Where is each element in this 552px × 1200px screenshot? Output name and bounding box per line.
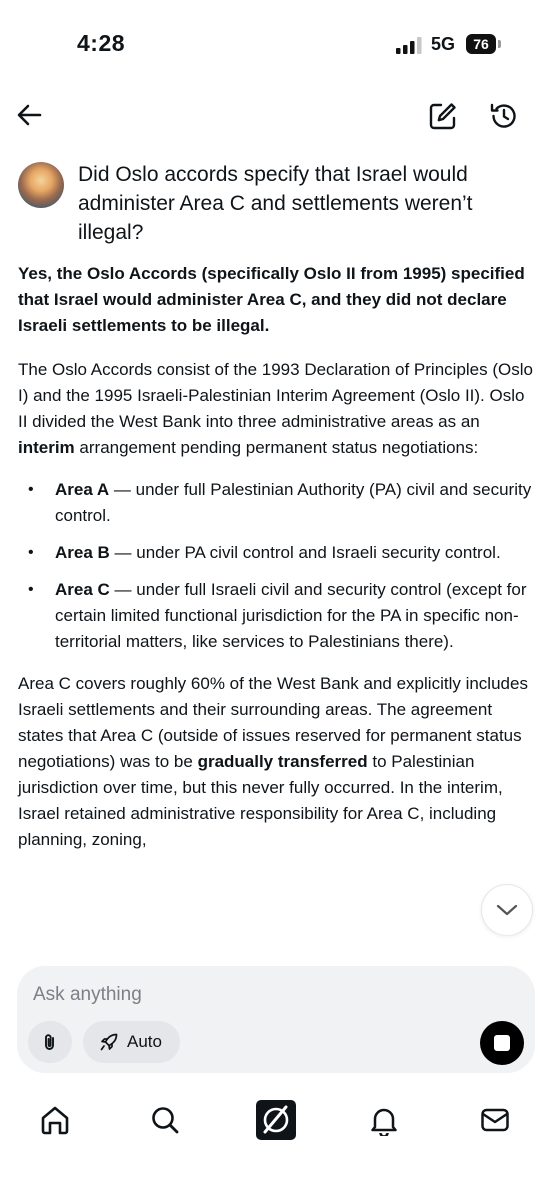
assistant-response	[18, 261, 534, 869]
home-icon	[39, 1104, 71, 1136]
list-item-text: — under full Israeli civil and security control (except for certain limited functional jurisdiction for the PA in specific non-territorial matters, like services to Palestinians there).	[55, 580, 527, 651]
attach-button[interactable]	[28, 1021, 72, 1063]
paragraph-emphasis: gradually transferred	[197, 752, 368, 771]
paragraph-emphasis: interim	[18, 438, 75, 457]
composer	[17, 966, 535, 1073]
list-item	[18, 540, 534, 566]
list-item-text: — under PA civil control and Israeli security control.	[109, 543, 501, 562]
cellular-signal-icon	[396, 37, 422, 54]
scroll-down-button[interactable]	[481, 884, 533, 936]
response-paragraph-1	[18, 357, 534, 461]
response-paragraph-2	[18, 671, 534, 853]
paragraph-text: The Oslo Accords consist of the 1993 Declaration of Principles (Oslo I) and the 1995 Israeli-Palestinian Interim Agreement (Oslo II). Oslo II divided the West Bank into three administrative areas as an	[18, 360, 533, 431]
areas-list	[18, 477, 534, 655]
compose-icon[interactable]	[427, 100, 459, 132]
tab-grok[interactable]	[254, 1098, 298, 1142]
stop-button[interactable]	[480, 1021, 524, 1065]
status-bar	[0, 0, 552, 90]
mode-selector-button[interactable]	[83, 1021, 180, 1063]
rocket-icon	[99, 1032, 119, 1052]
stop-icon	[494, 1035, 510, 1051]
list-item-term: Area A	[55, 480, 110, 499]
notifications-icon	[368, 1104, 400, 1136]
list-item	[18, 577, 534, 655]
arrow-left-icon[interactable]	[14, 99, 46, 131]
tab-search[interactable]	[145, 1100, 185, 1140]
bottom-tab-bar	[0, 1090, 552, 1150]
grok-icon	[256, 1100, 296, 1140]
history-icon[interactable]	[488, 100, 520, 132]
tab-messages[interactable]	[475, 1100, 515, 1140]
paragraph-text: to Palestinian jurisdiction over time, but this never fully occurred. In the interim, Israel retained administrative responsibility for Area C, including planning, zoning,	[18, 752, 503, 849]
paperclip-icon	[40, 1032, 60, 1052]
mode-label: Auto	[127, 1032, 162, 1051]
tab-notifications[interactable]	[364, 1100, 404, 1140]
paragraph-text: arrangement pending permanent status negotiations:	[74, 438, 479, 457]
messages-icon	[479, 1104, 511, 1136]
battery-icon	[466, 34, 502, 54]
search-icon	[149, 1104, 181, 1136]
list-item-text: — under full Palestinian Authority (PA) civil and security control.	[55, 480, 532, 525]
user-question: Did Oslo accords specify that Israel would administer Area C and settlements weren’t illegal?	[78, 163, 473, 244]
ask-input[interactable]	[33, 984, 453, 1006]
chevron-down-icon	[495, 899, 519, 921]
status-time: 4:28	[77, 30, 126, 56]
user-avatar	[18, 162, 64, 208]
battery-tip	[498, 40, 501, 48]
battery-level: 76	[466, 34, 496, 54]
network-type: 5G	[431, 34, 456, 54]
paragraph-text: Area C covers roughly 60% of the West Bank and explicitly includes Israeli settlements and their surrounding areas. The agreement states that Area C (outside of issues reserved for permanent status negotiations) was to be	[18, 674, 528, 771]
response-lead: Yes, the Oslo Accords (specifically Oslo II from 1995) specified that Israel would administer Area C, and they did not declare Israeli settlements to be illegal.	[18, 264, 525, 335]
list-item-term: Area B	[55, 543, 110, 562]
home-indicator	[206, 1184, 346, 1189]
list-item-term: Area C	[55, 580, 110, 599]
tab-home[interactable]	[35, 1100, 75, 1140]
list-item	[18, 477, 534, 529]
content-fade	[0, 930, 552, 966]
